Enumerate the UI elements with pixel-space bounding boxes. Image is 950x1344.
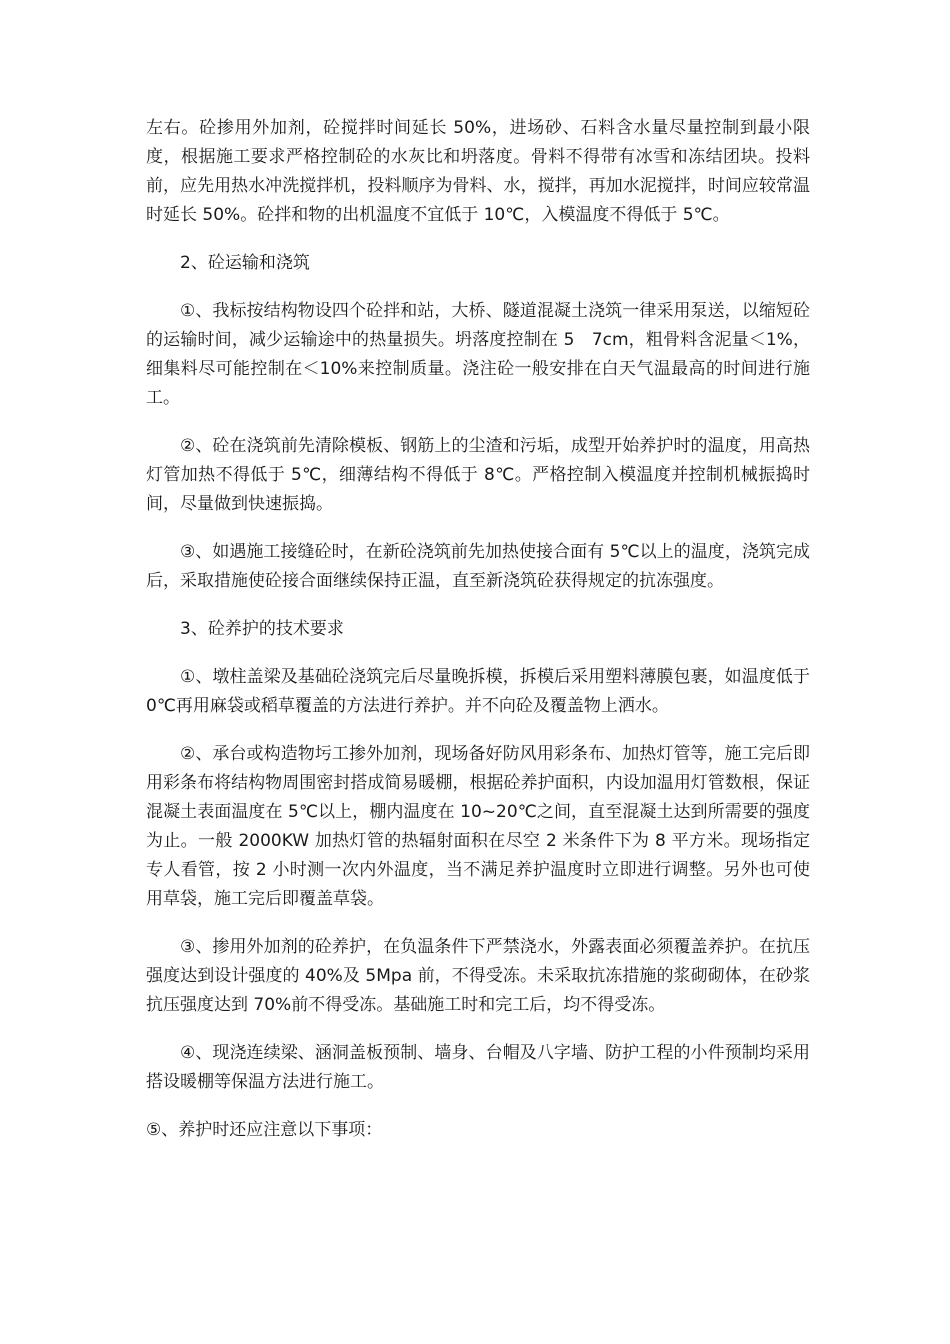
paragraph-item-1: ①、我标按结构物设四个砼拌和站，大桥、隧道混凝土浇筑一律采用泵送，以缩短砼的运输时间，减少运输途中的热量损失。坍落度控制在 5 7cm，粗骨料含泥量＜1%，细集料尽可能控制在＜10%来控制质量。浇注砼一般安排在白天气温最高的时间进行施工。: [146, 301, 810, 408]
paragraph-curing-4: ④、现浇连续梁、涵洞盖板预制、墙身、台帽及八字墙、防护工程的小件预制均采用搭设暖棚等保温方法进行施工。: [146, 1043, 810, 1092]
paragraph-curing-2: ②、承台或构造物圬工掺外加剂，现场备好防风用彩条布、加热灯管等，施工完后即用彩条布将结构物周围密封搭成简易暖棚，根据砼养护面积，内设加温用灯管数根，保证混凝土表面温度在 5℃以上，棚内温度在 10~20℃之间，直至混凝土达到所需要的强度为止。一般 2000KW 加热灯管的热辐射面积在尽空 2 米条件下为 8 平方米。现场指定专人看管，按 2 小时测一次内外温度，当不满足养护温度时立即进行调整。另外也可使用草袋，施工完后即覆盖草袋。: [146, 744, 810, 909]
paragraph-continuation: 左右。砼掺用外加剂，砼搅拌时间延长 50%，进场砂、石料含水量尽量控制到最小限度，根据施工要求严格控制砼的水灰比和坍落度。骨料不得带有冰雪和冻结团块。投料前，应先用热水冲洗搅拌机，投料顺序为骨料、水，搅拌，再加水泥搅拌，时间应较常温时延长 50%。砼拌和物的出机温度不宜低于 10℃，入模温度不得低于 5℃。: [146, 118, 810, 225]
paragraph-curing-1: ①、墩柱盖梁及基础砼浇筑完后尽量晚拆模，拆模后采用塑料薄膜包裹，如温度低于 0℃再用麻袋或稻草覆盖的方法进行养护。并不向砼及覆盖物上洒水。: [146, 667, 810, 716]
paragraph-curing-5: ⑤、养护时还应注意以下事项：: [146, 1120, 383, 1140]
document-body: [146, 114, 810, 1164]
paragraph-item-2: ②、砼在浇筑前先清除模板、钢筋上的尘渣和污垢，成型开始养护时的温度，用高热灯管加热不得低于 5℃，细薄结构不得低于 8℃。严格控制入模温度并控制机械振捣时间，尽量做到快速振捣。: [146, 436, 810, 514]
section-heading-curing: 3、砼养护的技术要求: [180, 619, 344, 639]
paragraph-curing-3: ③、掺用外加剂的砼养护，在负温条件下严禁浇水，外露表面必须覆盖养护。在抗压强度达到设计强度的 40%及 5Mpa 前，不得受冻。未采取抗冻措施的浆砌砌体，在砂浆抗压强度达到 70%前不得受冻。基础施工时和完工后，均不得受冻。: [146, 937, 810, 1015]
paragraph-item-3: ③、如遇施工接缝砼时，在新砼浇筑前先加热使接合面有 5℃以上的温度，浇筑完成后，采取措施使砼接合面继续保持正温，直至新浇筑砼获得规定的抗冻强度。: [146, 542, 810, 591]
section-heading-transport-pouring: 2、砼运输和浇筑: [180, 253, 310, 273]
